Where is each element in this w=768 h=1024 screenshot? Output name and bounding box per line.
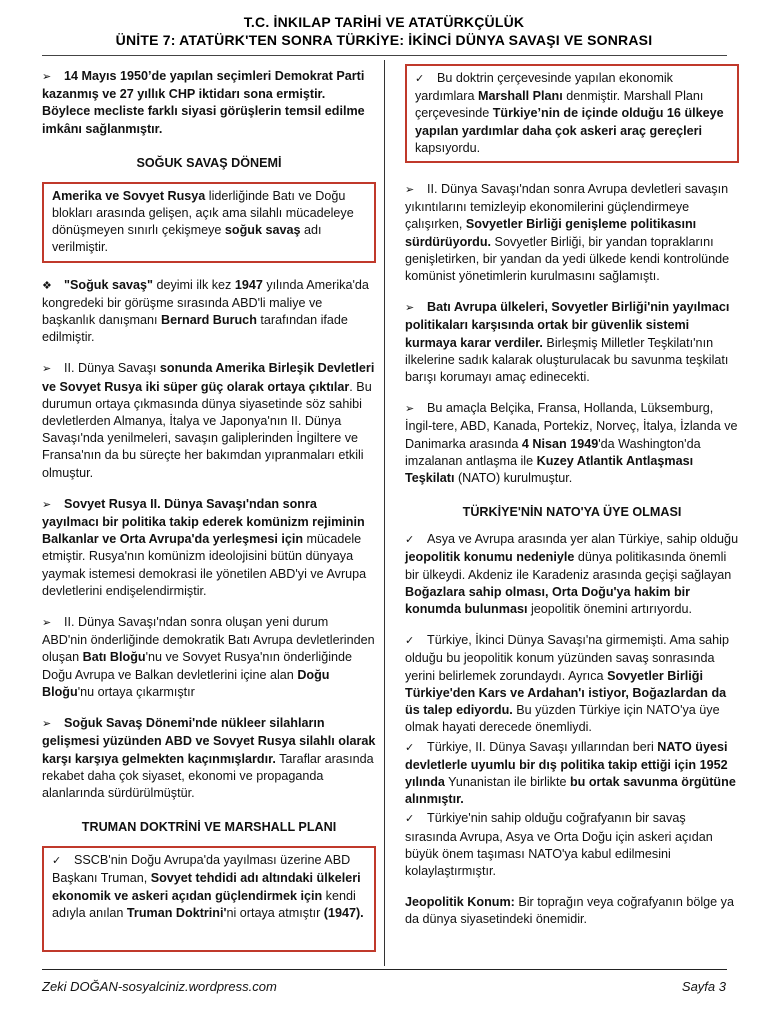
paragraph-geopolitics [405,531,739,618]
bold-text-run: Sovyet Rusya II. Dünya Savaşı'ndan sonra yayılmacı bir politika takip ederek komünizm rejiminin Balkanlar ve Orta Avrupa'da yerleşmesi için [42,496,365,547]
bold-text-run: Batı Avrupa ülkeleri, Sovyetler Birliği'nin yayılmacı politikaları karşısında ortak bir güvenlik sistemi kurmaya karar verdiler. [405,300,730,350]
text-run: tarafından ifade edilmiştir. [42,313,348,345]
text-run: jeopolitik önemini artırıyordu. [527,602,692,617]
paragraph-elections-1950 [42,68,376,138]
bold-text-run: Sovyetler Birliği genişleme politikasını sürdürüyordu. [405,217,697,249]
unit-title: ÜNİTE 7: ATATÜRK'TEN SONRA TÜRKİYE: İKİNCİ DÜNYA SAVAŞI VE SONRASI [115,32,653,48]
bold-text-run: sonunda Amerika Birleşik Devletleri ve Sovyet Rusya iki süper güç olarak ortaya çıktılar [42,361,375,394]
arrow-bullet-icon: ➢ [42,498,52,511]
header-divider [42,55,727,56]
bold-text-run: soğuk savaş [224,223,301,238]
text-run: dünya politikasında önemli bir ülkeydi. Akdeniz ile Karadeniz arasında geçişi sağlayan [405,550,732,582]
arrow-bullet-icon: ➢ [405,184,415,197]
footer-author: Zeki DOĞAN-sosyalciniz.wordpress.com [42,979,277,994]
bold-text-run: Jeopolitik Konum: [405,895,515,910]
bold-text-run: Türkiye’nin de içinde olduğu 16 ülkeye yapılan yardımlar daha çok askeri araç gereçleri [415,106,724,138]
paragraph-nato-1952 [405,739,739,809]
bold-text-run: Boğazlara sahip olması, Orta Doğu'ya hakim bir konumda bulunması [405,584,691,617]
text-run: denmiştir. Marshall Planı çerçevesinde [415,89,704,121]
paragraph-western-security [405,299,739,386]
text-run: liderliğinde Batı ve Doğu blokları arasında gelişen, açık ama silahlı mücadeleye dönüşmeyen sınırlı çekişmeye [52,188,354,238]
bold-text-run: NATO üyesi devletlerle uyumlu bir dış politika takip ettiği için 1952 yılında [405,739,728,789]
text-run: Türkiye, İkinci Dünya Savaşı'na girmemişti. Ama sahip olduğu bu jeopolitik konum yüzünden savaş sonrasında yerini belirlemek zorundaydı. Ayrıca [405,633,729,683]
text-run: adı verilmiştir. [52,223,322,255]
bold-text-run: 4 Nisan 1949 [521,436,599,451]
right-column [405,68,739,943]
bold-text-run: Amerika ve Sovyet Rusya [52,188,206,203]
paragraph-blocs [42,614,376,701]
section-heading-truman: TRUMAN DOKTRİNİ VE MARSHALL PLANI [81,820,337,835]
text-run: Asya ve Avrupa arasında yer alan Türkiye, sahip olduğu [427,532,739,547]
bold-text-run: Marshall Planı [478,89,563,104]
truman-doctrine-box [42,846,376,952]
text-run: kendi adıyla anılan [52,888,356,920]
text-run: Bu yüzden Türkiye için NATO'ya üye olmak hayati derecede önemliydi. [405,703,720,735]
arrow-bullet-icon: ➢ [42,617,52,630]
text-run: Taraflar arasında rekabet daha çok siyaset, ekonomi ve propaganda alanlarında sürdürülmüştür. [42,751,374,800]
bold-text-run: Kuzey Atlantik Antlaşması Teşkilatı [405,453,694,486]
text-run: Türkiye'nin sahip olduğu coğrafyanın bir savaş sırasında Avrupa, Asya ve Orta Doğu için askeri açıdan büyük önem taşıması NATO'ya kabul edilmesini kolaylaştırmıştır. [405,811,713,878]
text-run: 'nu ortaya çıkarmıştır [77,684,195,699]
bold-text-run: Doğu Bloğu [42,667,330,699]
text-run: II. Dünya Savaşı'ndan sonra Avrupa devletleri savaşın yıkıntılarını temizleyip ekonomilerini güçlendirmeye çalışırken, [405,182,729,232]
bold-text-run: jeopolitik konumu nedeniyle [405,550,575,565]
text-run: (NATO) kurulmuştur. [454,471,573,486]
bold-text-run: Bernard Buruch [161,313,257,328]
arrow-bullet-icon: ➢ [42,718,52,731]
text-run: mücadele etmiştir. Rusya'nın komünizm ideolojisini bütün dünyaya yaymak istemesi demokrasi ile yönetilen ABD'yi ve Avrupa devletlerini endişelendirmiştir. [42,532,367,598]
text-run: Türkiye, II. Dünya Savaşı yıllarından beri [427,739,658,754]
bold-text-run: Truman Doktrini' [126,905,227,920]
arrow-bullet-icon: ➢ [405,403,415,416]
definition-geopolitical-position [405,894,739,928]
check-bullet-icon: ✓ [405,635,415,648]
text-run: SSCB'nin Doğu Avrupa'da yayılması üzerine ABD Başkanı Truman, [52,853,351,886]
text-run: Yunanistan ile birlikte [444,774,570,789]
text-run: 'da Washington'da imzalanan antlaşma ile [405,436,701,468]
text-run: Bu amaçla Belçika, Fransa, Hollanda, Lüksemburg, İngil-tere, ABD, Kanada, Portekiz, Norveç, İtalya, İzlanda ve Danimarka arasında [405,401,738,451]
paragraph-soviet-demands [405,632,739,736]
definition-box-cold-war [42,182,376,263]
paragraph-nato-founding [405,400,739,487]
text-run: II. Dünya Savaşı [64,361,160,376]
bold-text-run: (1947). [323,905,364,920]
bold-text-run: Sovyet tehdidi adı altındaki ülkeleri ekonomik ve askeri açıdan güçlendirmek için [52,871,361,903]
check-bullet-icon: ✓ [405,534,415,547]
paragraph-cold-war-term [42,277,376,347]
text-run: II. Dünya Savaşı'ndan sonra oluşan yeni durum ABD'nin önderliğinde demokratik Batı Avrupa devletlerinden oluşan [42,615,375,665]
paragraph-soviet-policy [405,181,739,285]
arrow-bullet-icon: ➢ [42,363,52,376]
left-column [42,68,376,966]
paragraph-superpowers [42,360,376,481]
bold-text-run: Sovyetler Birliği Türkiye'den Kars ve Ardahan'ı istiyor, Boğazlardan da üs talep ediyordu. [405,668,727,718]
truman-doctrine-text [52,852,366,922]
arrow-bullet-icon: ➢ [42,71,52,83]
check-bullet-icon: ✓ [52,855,62,868]
text-run: 'nu ve Sovyet Rusya'nın önderliğinde Doğu Avrupa ve Balkan devletlerini içine alan [42,650,353,682]
arrow-bullet-icon: ➢ [405,302,415,315]
check-bullet-icon: ✓ [405,813,415,826]
bold-text-run: "Soğuk savaş" [64,277,153,292]
text-run: kapsıyordu. [415,140,481,155]
paragraph-geography [405,810,739,880]
text-run: Sovyetler Birliği, bir yandan topraklarını genişletirken, bir yandan da yedi ülkede kendi kontrolünde komünist yönetimlerin kurulmasını sağlamıştı. [405,234,730,284]
marshall-plan-box [405,64,739,163]
bold-text-run: Soğuk Savaş Dönemi'nde nükleer silahların gelişmesi yüzünden ABD ve Sovyet Rusya silahlı olarak karşı karşıya gelmekten kaçınmışlardır. [42,716,376,766]
text-run: Bir toprağın veya coğrafyanın bölge ya da dünya siyasetindeki önemidir. [405,895,734,927]
column-divider [384,60,385,966]
text-run: Birleşmiş Milletler Teşkilatı'nın ilkelerine sadık kalarak oluşturulacak bu savunma teşkilatı barışı korumayı amaç edinecekti. [405,335,729,385]
text-run: yılında Amerika'da kongredeki bir görüşme sırasında ABD'li maliye ve başkanlık danışmanı [42,277,369,328]
text-run: . Bu durumun ortaya çıkmasında dünya siyasetinde söz sahibi devletlerden Almanya, İtalya ve Japonya'nın II. Dünya Savaşı'nda yenilmeleri, savaşın galiplerinden İngiltere ve Fransa'nın da bu süreçte her bakımdan yıpranmaları etkili olmuştur. [42,379,372,480]
check-bullet-icon: ✓ [415,73,425,85]
bold-text-run: 14 Mayıs 1950’de yapılan seçimleri Demokrat Parti kazanmış ve 27 yıllık CHP iktidarı sona ermiştir. Böylece mecliste farklı siyasi görüşlerin temsil edilme imkânı sağlanmıştır. [42,69,365,136]
marshall-plan-text [415,70,729,157]
bold-text-run: Batı Bloğu [82,650,146,665]
check-bullet-icon: ✓ [405,741,415,754]
definition-cold-war [52,188,366,257]
section-heading-cold-war: SOĞUK SAVAŞ DÖNEMİ [136,155,282,170]
bold-text-run: 1947 [234,277,263,292]
paragraph-nuclear [42,715,376,802]
diamond-bullet-icon: ❖ [42,279,52,292]
document-title: T.C. İNKILAP TARİHİ VE ATATÜRKÇÜLÜK [243,14,525,30]
section-heading-turkey-nato: TÜRKİYE'NİN NATO'YA ÜYE OLMASI [462,505,682,520]
paragraph-soviet-expansion [42,496,376,600]
footer-divider [42,969,727,970]
text-run: Bu doktrin çerçevesinde yapılan ekonomik yardımlara [415,71,673,104]
page-number: Sayfa 3 [681,979,726,994]
text-run: ni ortaya atmıştır [226,905,324,920]
bold-text-run: bu ortak savunma örgütüne alınmıştır. [405,774,736,807]
text-run: deyimi ilk kez [152,277,235,292]
